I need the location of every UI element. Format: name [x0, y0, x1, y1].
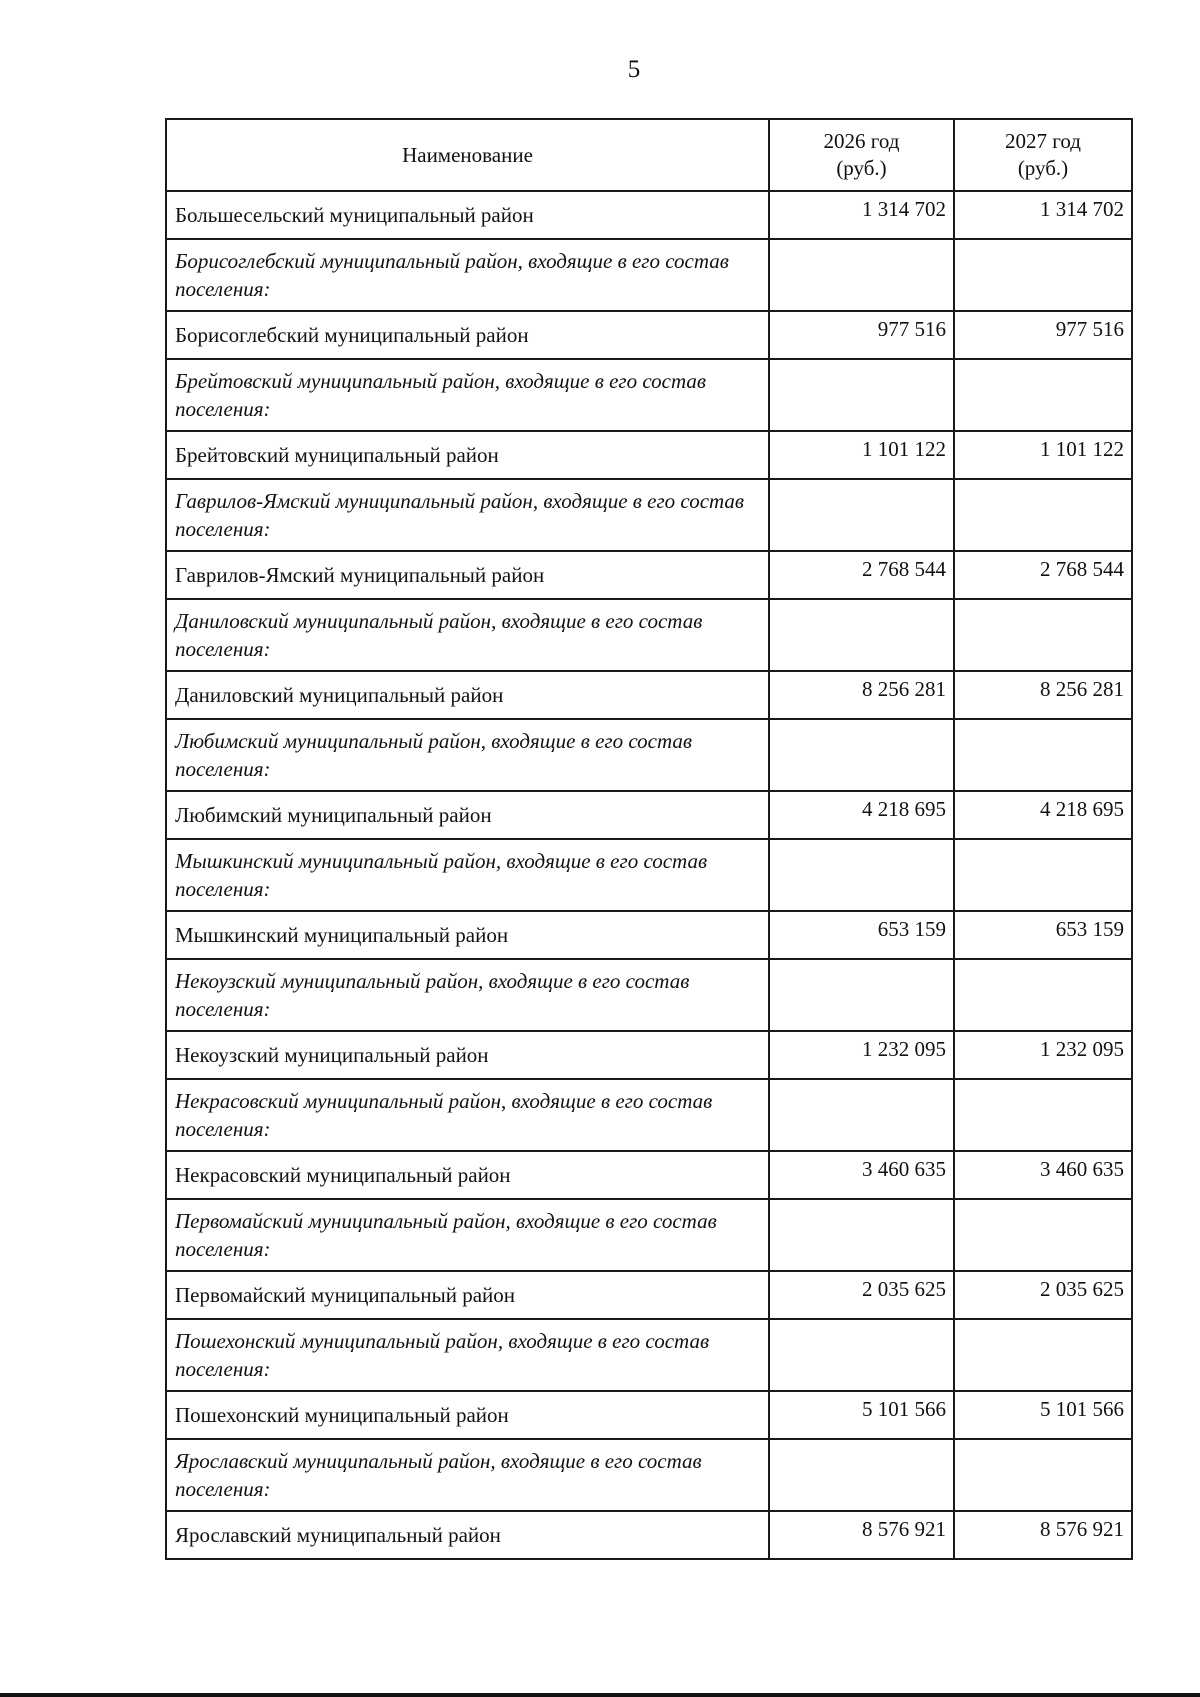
- header-name: [166, 119, 769, 191]
- value-2027: 5 101 566: [954, 1391, 1132, 1439]
- value-2026: [769, 599, 954, 671]
- value-2026: 2 035 625: [769, 1271, 954, 1319]
- district-name: Гаврилов-Ямский муниципальный район: [166, 551, 769, 599]
- table-row: [166, 791, 1132, 839]
- table-body: [166, 191, 1132, 1559]
- table-row: [166, 551, 1132, 599]
- value-2026: 653 159: [769, 911, 954, 959]
- value-2026: [769, 719, 954, 791]
- value-2027: 1 314 702: [954, 191, 1132, 239]
- table-row: [166, 1031, 1132, 1079]
- value-2027: 1 232 095: [954, 1031, 1132, 1079]
- value-2026: [769, 959, 954, 1031]
- value-2026: 8 256 281: [769, 671, 954, 719]
- header-row: [166, 119, 1132, 191]
- value-2026: 4 218 695: [769, 791, 954, 839]
- header-year-2027-unit: (руб.): [1017, 156, 1069, 180]
- table-row: [166, 1271, 1132, 1319]
- district-name: Первомайский муниципальный район: [166, 1271, 769, 1319]
- district-name: Брейтовский муниципальный район: [166, 431, 769, 479]
- value-2027: 2 768 544: [954, 551, 1132, 599]
- value-2026: 1 314 702: [769, 191, 954, 239]
- value-2027: [954, 959, 1132, 1031]
- value-2026: [769, 1319, 954, 1391]
- value-2027: [954, 599, 1132, 671]
- group-heading-name: Первомайский муниципальный район, входящие в его состав поселения:: [166, 1199, 769, 1271]
- district-name: Некоузский муниципальный район: [166, 1031, 769, 1079]
- table-header: [166, 119, 1132, 191]
- group-heading-name: Некоузский муниципальный район, входящие в его состав поселения:: [166, 959, 769, 1031]
- value-2026: [769, 479, 954, 551]
- table-row: [166, 431, 1132, 479]
- value-2027: [954, 359, 1132, 431]
- district-name: Некрасовский муниципальный район: [166, 1151, 769, 1199]
- value-2027: 4 218 695: [954, 791, 1132, 839]
- bottom-rule: [0, 1693, 1200, 1697]
- value-2026: 977 516: [769, 311, 954, 359]
- district-name: Ярославский муниципальный район: [166, 1511, 769, 1559]
- header-year-2026: [769, 119, 954, 191]
- value-2027: [954, 1439, 1132, 1511]
- district-name: Мышкинский муниципальный район: [166, 911, 769, 959]
- group-heading-row: [166, 1079, 1132, 1151]
- value-2026: [769, 1439, 954, 1511]
- group-heading-row: [166, 479, 1132, 551]
- group-heading-name: Некрасовский муниципальный район, входящие в его состав поселения:: [166, 1079, 769, 1151]
- group-heading-row: [166, 719, 1132, 791]
- group-heading-name: Пошехонский муниципальный район, входящие в его состав поселения:: [166, 1319, 769, 1391]
- value-2027: 8 256 281: [954, 671, 1132, 719]
- value-2027: [954, 239, 1132, 311]
- group-heading-name: Любимский муниципальный район, входящие в его состав поселения:: [166, 719, 769, 791]
- district-name: Большесельский муниципальный район: [166, 191, 769, 239]
- value-2026: [769, 239, 954, 311]
- district-name: Пошехонский муниципальный район: [166, 1391, 769, 1439]
- value-2026: 2 768 544: [769, 551, 954, 599]
- group-heading-row: [166, 359, 1132, 431]
- group-heading-name: Ярославский муниципальный район, входящие в его состав поселения:: [166, 1439, 769, 1511]
- district-name: Борисоглебский муниципальный район: [166, 311, 769, 359]
- district-name: Даниловский муниципальный район: [166, 671, 769, 719]
- value-2026: 3 460 635: [769, 1151, 954, 1199]
- group-heading-row: [166, 1319, 1132, 1391]
- table-row: [166, 1511, 1132, 1559]
- budget-table: [165, 118, 1133, 1560]
- group-heading-name: Даниловский муниципальный район, входящие в его состав поселения:: [166, 599, 769, 671]
- page-number: 5: [627, 56, 641, 83]
- group-heading-name: Гаврилов-Ямский муниципальный район, входящие в его состав поселения:: [166, 479, 769, 551]
- table-row: [166, 311, 1132, 359]
- group-heading-name: Брейтовский муниципальный район, входящие в его состав поселения:: [166, 359, 769, 431]
- value-2027: [954, 1199, 1132, 1271]
- header-name-label: Наименование: [402, 142, 533, 167]
- value-2026: [769, 1079, 954, 1151]
- value-2027: [954, 719, 1132, 791]
- value-2026: 8 576 921: [769, 1511, 954, 1559]
- value-2027: [954, 1079, 1132, 1151]
- value-2027: 3 460 635: [954, 1151, 1132, 1199]
- value-2026: [769, 359, 954, 431]
- value-2026: 1 101 122: [769, 431, 954, 479]
- header-year-2026-unit: (руб.): [836, 156, 887, 180]
- value-2027: [954, 479, 1132, 551]
- header-year-2027-label: 2027 год: [1005, 129, 1081, 153]
- value-2027: 2 035 625: [954, 1271, 1132, 1319]
- table-row: [166, 911, 1132, 959]
- group-heading-name: Мышкинский муниципальный район, входящие в его состав поселения:: [166, 839, 769, 911]
- group-heading-row: [166, 1199, 1132, 1271]
- value-2027: 653 159: [954, 911, 1132, 959]
- group-heading-name: Борисоглебский муниципальный район, входящие в его состав поселения:: [166, 239, 769, 311]
- table-row: [166, 1391, 1132, 1439]
- group-heading-row: [166, 239, 1132, 311]
- value-2026: [769, 1199, 954, 1271]
- value-2026: 1 232 095: [769, 1031, 954, 1079]
- group-heading-row: [166, 1439, 1132, 1511]
- value-2027: 1 101 122: [954, 431, 1132, 479]
- value-2027: [954, 1319, 1132, 1391]
- value-2027: 8 576 921: [954, 1511, 1132, 1559]
- value-2026: [769, 839, 954, 911]
- value-2027: 977 516: [954, 311, 1132, 359]
- value-2027: [954, 839, 1132, 911]
- group-heading-row: [166, 839, 1132, 911]
- value-2026: 5 101 566: [769, 1391, 954, 1439]
- table-row: [166, 1151, 1132, 1199]
- district-name: Любимский муниципальный район: [166, 791, 769, 839]
- table-row: [166, 671, 1132, 719]
- group-heading-row: [166, 959, 1132, 1031]
- group-heading-row: [166, 599, 1132, 671]
- header-year-2027: [954, 119, 1132, 191]
- header-year-2026-label: 2026 год: [823, 129, 900, 153]
- table-row: [166, 191, 1132, 239]
